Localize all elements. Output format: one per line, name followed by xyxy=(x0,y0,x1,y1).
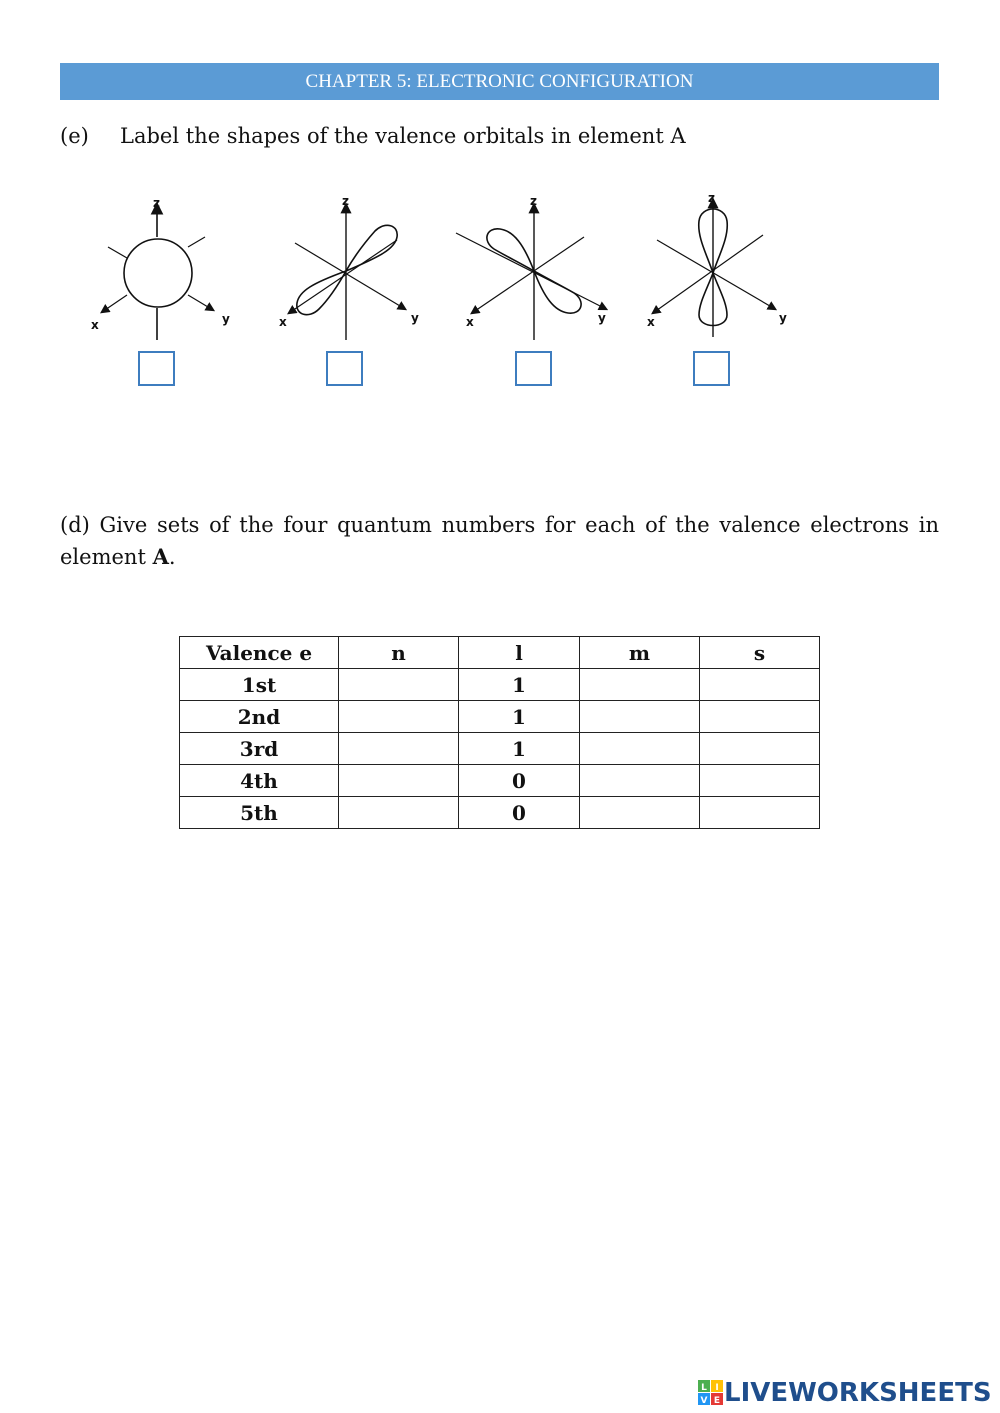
cell-s-input[interactable] xyxy=(700,733,820,765)
cell-m-input[interactable] xyxy=(580,797,700,829)
table-row xyxy=(180,733,820,765)
orbital-diagrams xyxy=(80,185,800,395)
cell-l: 0 xyxy=(459,765,580,797)
y-axis-front xyxy=(188,295,213,310)
table-row xyxy=(180,797,820,829)
question-e-text: Label the shapes of the valence orbitals in element A xyxy=(120,124,686,148)
cell-n-input[interactable] xyxy=(339,733,459,765)
x-axis-label: x xyxy=(91,318,99,332)
z-axis-label: z xyxy=(708,191,715,205)
x-axis-label: x xyxy=(647,315,655,329)
cell-n-input[interactable] xyxy=(339,669,459,701)
p-orbital-figure-1 xyxy=(267,185,427,345)
liveworksheets-watermark xyxy=(698,1376,992,1410)
p-lobe-upper xyxy=(346,225,397,271)
y-axis-label: y xyxy=(779,311,787,325)
orbital-answer-box-3[interactable] xyxy=(515,351,552,386)
orbital-answer-box-4[interactable] xyxy=(693,351,730,386)
table-row xyxy=(180,669,820,701)
x-axis-label: x xyxy=(279,315,287,329)
orbital-diagram-s xyxy=(80,185,240,345)
y-axis-label: y xyxy=(222,312,230,326)
cell-l: 1 xyxy=(459,701,580,733)
svg-text:E: E xyxy=(713,1396,721,1406)
liveworksheets-text: LIVEWORKSHEETS xyxy=(724,1378,992,1408)
z-axis-label: z xyxy=(342,194,349,208)
p-lobe-lower xyxy=(534,271,581,313)
orbital-answer-box-1[interactable] xyxy=(138,351,175,386)
cell-m-input[interactable] xyxy=(580,701,700,733)
header-s: s xyxy=(700,637,820,669)
y-axis xyxy=(657,240,775,309)
s-orbital-figure xyxy=(80,185,240,345)
question-e xyxy=(60,124,686,148)
x-axis-label: x xyxy=(466,315,474,329)
cell-valence-e: 4th xyxy=(180,765,339,797)
question-d xyxy=(60,509,939,573)
svg-text:I: I xyxy=(715,1383,719,1393)
cell-l: 0 xyxy=(459,797,580,829)
svg-text:V: V xyxy=(700,1396,708,1406)
cell-valence-e: 1st xyxy=(180,669,339,701)
cell-valence-e: 3rd xyxy=(180,733,339,765)
quantum-numbers-table xyxy=(179,636,820,829)
cell-m-input[interactable] xyxy=(580,765,700,797)
question-d-text: (d) Give sets of the four quantum numbers for each of the valence electrons in element xyxy=(60,513,939,569)
cell-s-input[interactable] xyxy=(700,797,820,829)
cell-n-input[interactable] xyxy=(339,797,459,829)
table-row xyxy=(180,765,820,797)
cell-valence-e: 5th xyxy=(180,797,339,829)
question-d-element: A xyxy=(152,544,169,569)
header-valence-e: Valence e xyxy=(180,637,339,669)
orbital-diagram-p-2 xyxy=(456,185,616,345)
cell-s-input[interactable] xyxy=(700,765,820,797)
question-e-label: (e) xyxy=(60,124,89,148)
cell-valence-e: 2nd xyxy=(180,701,339,733)
cell-l: 1 xyxy=(459,669,580,701)
orbital-diagram-p-1 xyxy=(267,185,427,345)
p-orbital-figure-3 xyxy=(635,185,795,345)
liveworksheets-logo-icon xyxy=(698,1380,724,1406)
p-lobe-upper xyxy=(487,229,534,271)
chapter-header: CHAPTER 5: ELECTRONIC CONFIGURATION xyxy=(60,63,939,100)
cell-n-input[interactable] xyxy=(339,765,459,797)
s-orbital-sphere xyxy=(124,239,192,307)
y-axis-back xyxy=(108,247,127,258)
orbital-diagram-p-3 xyxy=(635,185,795,345)
cell-m-input[interactable] xyxy=(580,669,700,701)
z-axis-label: z xyxy=(530,194,537,208)
y-axis-label: y xyxy=(598,311,606,325)
svg-text:L: L xyxy=(701,1383,707,1393)
header-n: n xyxy=(339,637,459,669)
cell-s-input[interactable] xyxy=(700,669,820,701)
p-orbital-figure-2 xyxy=(456,185,616,345)
table-row xyxy=(180,701,820,733)
cell-l: 1 xyxy=(459,733,580,765)
p-lobe-lower xyxy=(297,271,346,315)
x-axis-back xyxy=(188,237,205,247)
question-d-end: . xyxy=(168,545,176,569)
y-axis xyxy=(456,233,606,309)
y-axis-label: y xyxy=(411,311,419,325)
cell-m-input[interactable] xyxy=(580,733,700,765)
z-axis-label: z xyxy=(153,196,160,210)
cell-s-input[interactable] xyxy=(700,701,820,733)
header-l: l xyxy=(459,637,580,669)
cell-n-input[interactable] xyxy=(339,701,459,733)
orbital-answer-box-2[interactable] xyxy=(326,351,363,386)
y-axis xyxy=(295,243,405,309)
header-m: m xyxy=(580,637,700,669)
x-axis-front xyxy=(102,295,127,312)
x-axis xyxy=(472,237,584,313)
table-header-row xyxy=(180,637,820,669)
